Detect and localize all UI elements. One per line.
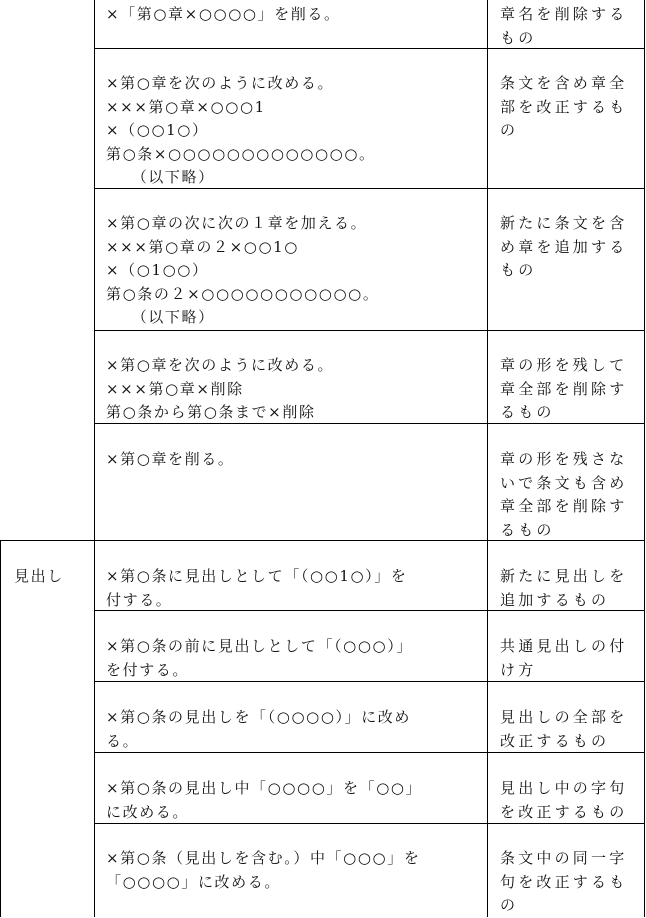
note-cell: 見出し中の字句 を改正するもの [500, 779, 628, 821]
example-cell: ×第○章を次のように改める。 ×××第○章×削除 第○条から第○条まで×削除 [106, 356, 335, 421]
column-divider-note [487, 0, 488, 917]
column-divider-category [94, 0, 95, 917]
note-cell: 新たに見出しを 追加するもの [500, 567, 628, 609]
note-cell: 条文中の同一字 句を改正するも の [500, 849, 628, 914]
example-cell: ×第○章の次に次の１章を加える。 ×××第○章の２×○○1○ ×（○1○○） 第○条の２×○○○○○○○○○○○。 （以下略） [106, 214, 380, 326]
note-cell: 共通見出しの付 け方 [500, 637, 628, 679]
note-cell: 章の形を残して 章全部を削除す るもの [500, 356, 628, 421]
example-cell: ×「第○章×○○○○」を削る。 [106, 5, 341, 23]
example-cell: ×第○章を削る。 [106, 450, 235, 468]
note-cell: 条文を含め章全 部を改正するも の [500, 74, 628, 139]
table-border-right [644, 0, 645, 917]
example-cell: ×第○章を次のように改める。 ×××第○章×○○○1 ×（○○1○） 第○条×○○○○○○○○○○○○○。 （以下略） [106, 74, 376, 186]
table-border-left [0, 540, 1, 917]
example-cell: ×第○条の見出しを「（○○○○）」に改め る。 [106, 708, 412, 750]
example-cell: ×第○条に見出しとして「（○○1○）」を 付する。 [106, 567, 408, 609]
example-cell: ×第○条の前に見出しとして「（○○○）」 を付する。 [106, 637, 413, 679]
note-cell: 章名を削除する もの [500, 5, 628, 47]
row-divider [94, 330, 645, 331]
example-cell: ×第○条（見出しを含む。）中「○○○」を 「○○○○」に改める。 [106, 849, 421, 891]
note-cell: 新たに条文を含 め章を追加する もの [500, 214, 628, 279]
example-cell: ×第○条の見出し中「○○○○」を「○○」 に改める。 [106, 779, 423, 821]
note-cell: 見出しの全部を 改正するもの [500, 708, 628, 750]
note-cell: 章の形を残さな いで条文も含め 章全部を削除す るもの [500, 450, 628, 539]
category-midashi: 見出し [14, 567, 64, 585]
